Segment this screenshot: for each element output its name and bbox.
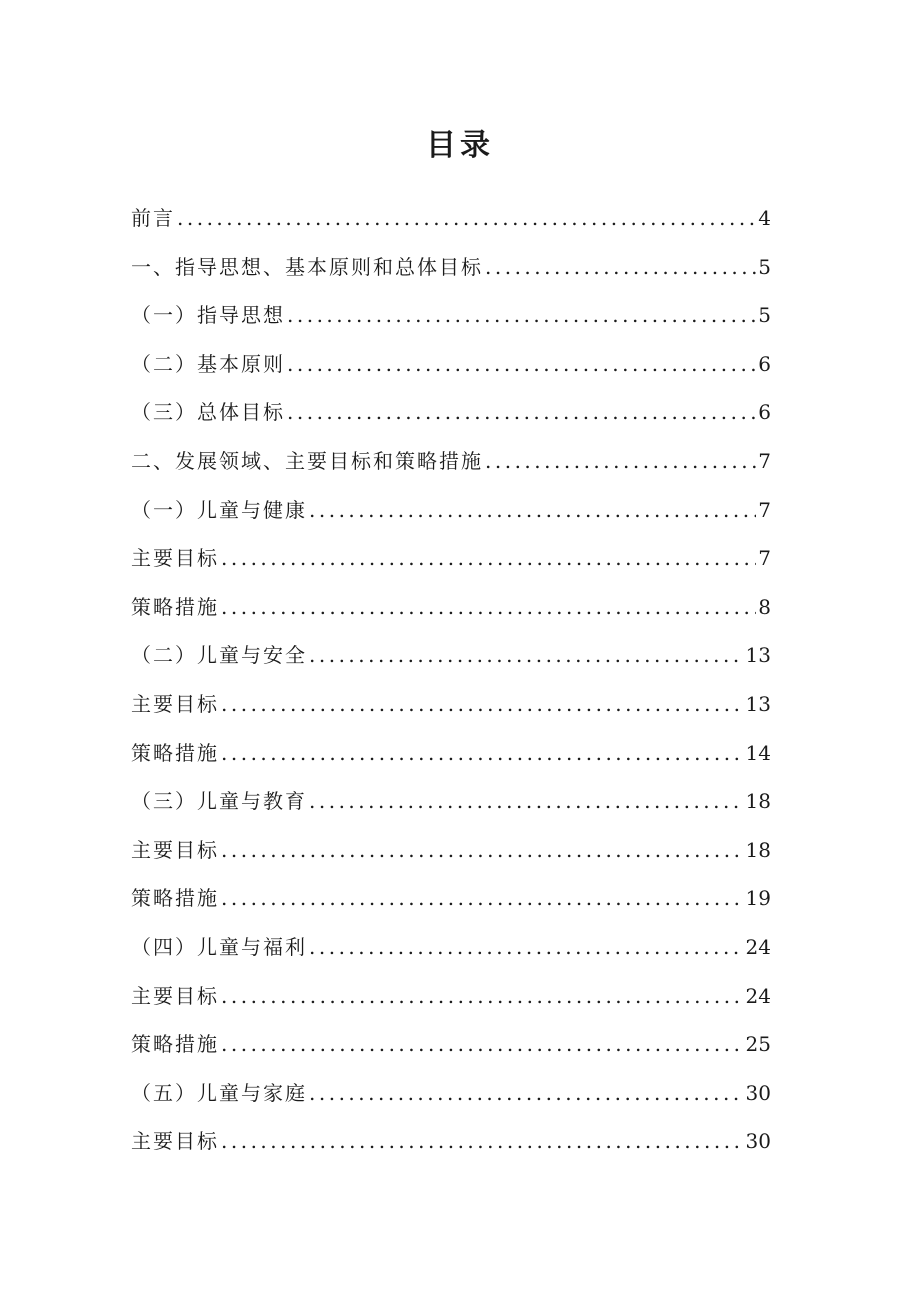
toc-entry-label: 主要目标: [131, 691, 219, 716]
dot-leader: [309, 1073, 744, 1113]
dot-leader: [287, 392, 756, 432]
toc-entry-page-number: 18: [745, 789, 771, 814]
toc-entry[interactable]: [131, 587, 771, 636]
toc-entry-label: 策略措施: [131, 594, 219, 619]
toc-entry-page-number: 4: [758, 206, 771, 230]
toc-entry[interactable]: [131, 198, 771, 247]
toc-entry-page-number: 24: [745, 983, 771, 1008]
toc-entry[interactable]: [131, 976, 771, 1025]
toc-entry-label: （五）儿童与家庭: [131, 1080, 307, 1105]
toc-entry-label: （三）儿童与教育: [131, 789, 307, 814]
toc-entry[interactable]: [131, 830, 771, 879]
toc-entry-page-number: 30: [745, 1129, 771, 1154]
toc-entry-label: 策略措施: [131, 740, 219, 765]
toc-entry-label: 主要目标: [131, 1129, 219, 1154]
toc-entry-label: 主要目标: [131, 983, 219, 1008]
dot-leader: [287, 295, 756, 335]
toc-entry-label: （二）基本原则: [131, 351, 285, 376]
dot-leader: [485, 441, 756, 481]
toc-entry[interactable]: [131, 1024, 771, 1073]
toc-entry-page-number: 30: [745, 1080, 771, 1105]
toc-entry-label: 一、指导思想、基本原则和总体目标: [131, 254, 483, 279]
toc-entry-page-number: 7: [758, 546, 771, 571]
page-title: 目录: [426, 128, 494, 163]
dot-leader: [221, 538, 756, 578]
dot-leader: [221, 976, 744, 1016]
dot-leader: [221, 830, 744, 870]
toc-entry-label: （一）指导思想: [131, 303, 285, 328]
toc-entry[interactable]: [131, 344, 771, 393]
dot-leader: [485, 247, 756, 287]
toc-entry[interactable]: [131, 927, 771, 976]
toc-entry[interactable]: [131, 295, 771, 344]
dot-leader: [287, 344, 756, 384]
dot-leader: [221, 1121, 744, 1161]
toc-entry[interactable]: [131, 392, 771, 441]
dot-leader: [177, 198, 756, 238]
dot-leader: [309, 781, 744, 821]
toc-entry-page-number: 5: [758, 303, 771, 328]
toc-entry-page-number: 14: [745, 740, 771, 765]
toc-entry-label: 二、发展领域、主要目标和策略措施: [131, 448, 483, 473]
toc-entry[interactable]: [131, 878, 771, 927]
dot-leader: [221, 587, 756, 627]
toc-entry-page-number: 8: [758, 594, 771, 619]
toc-entry-label: 主要目标: [131, 837, 219, 862]
dot-leader: [221, 878, 744, 918]
toc-entry-page-number: 13: [745, 643, 771, 668]
toc-entry[interactable]: [131, 247, 771, 296]
toc-entry-page-number: 25: [745, 1032, 771, 1057]
toc-entry-page-number: 18: [745, 837, 771, 862]
toc-entry-label: （二）儿童与安全: [131, 643, 307, 668]
dot-leader: [309, 490, 756, 530]
toc-entry-label: 策略措施: [131, 886, 219, 911]
toc-entry[interactable]: [131, 733, 771, 782]
toc-entry[interactable]: [131, 635, 771, 684]
toc-entry[interactable]: [131, 538, 771, 587]
toc-entry-label: （三）总体目标: [131, 400, 285, 425]
toc-entry[interactable]: [131, 1121, 771, 1170]
dot-leader: [309, 927, 744, 967]
toc-entry-page-number: 6: [758, 400, 771, 425]
toc-entry-label: （一）儿童与健康: [131, 497, 307, 522]
dot-leader: [221, 1024, 744, 1064]
toc-list: [131, 198, 771, 1170]
toc-entry-label: 前言: [131, 206, 175, 230]
toc-entry-page-number: 5: [758, 254, 771, 279]
toc-entry[interactable]: [131, 684, 771, 733]
toc-entry[interactable]: [131, 1073, 771, 1122]
toc-entry-label: 策略措施: [131, 1032, 219, 1057]
toc-entry-page-number: 13: [745, 691, 771, 716]
toc-entry-page-number: 19: [745, 886, 771, 911]
dot-leader: [309, 635, 744, 675]
toc-entry-label: （四）儿童与福利: [131, 934, 307, 959]
toc-entry-page-number: 7: [758, 448, 771, 473]
toc-entry-page-number: 6: [758, 351, 771, 376]
toc-entry-page-number: 7: [758, 497, 771, 522]
dot-leader: [221, 684, 744, 724]
toc-entry[interactable]: [131, 441, 771, 490]
toc-entry-label: 主要目标: [131, 546, 219, 571]
toc-entry[interactable]: [131, 781, 771, 830]
toc-entry-page-number: 24: [745, 934, 771, 959]
toc-entry[interactable]: [131, 490, 771, 539]
dot-leader: [221, 733, 744, 773]
